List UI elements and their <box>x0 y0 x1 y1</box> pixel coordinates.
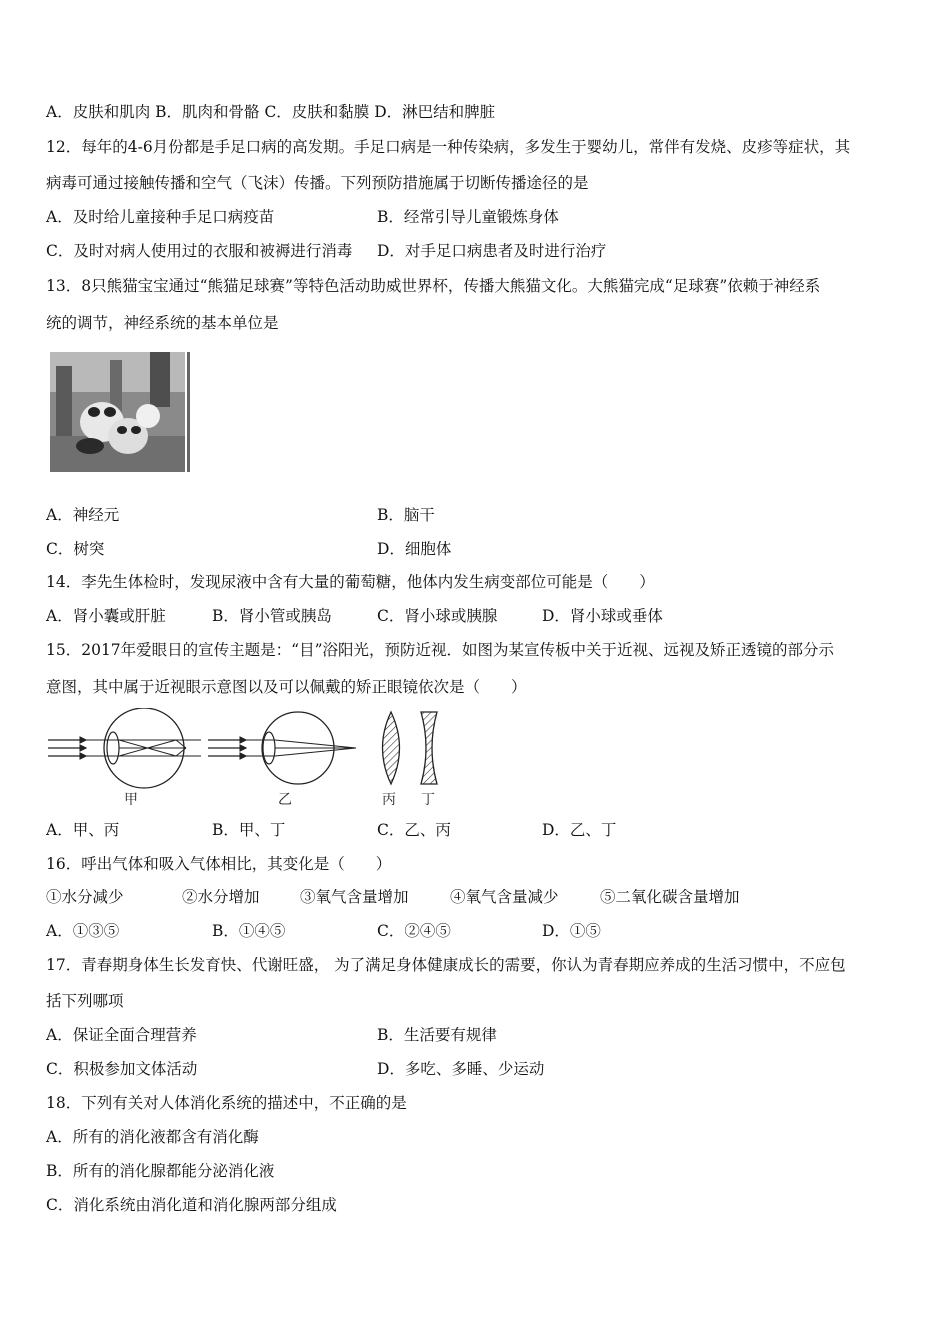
label-bing: 丙 <box>382 792 396 808</box>
q17-option-c: C．积极参加文体活动 <box>46 1060 198 1078</box>
q16-option-d: D．①⑤ <box>542 922 601 940</box>
q12-option-b: B．经常引导儿童锻炼身体 <box>377 208 559 226</box>
q12-stem-line2: 病毒可通过接触传播和空气（飞沫）传播。下列预防措施属于切断传播途径的是 <box>46 174 589 192</box>
label-yi: 乙 <box>278 792 292 808</box>
q13-stem-line2: 统的调节，神经系统的基本单位是 <box>46 314 279 332</box>
q16-item-3: ③氧气含量增加 <box>300 888 409 906</box>
q14-option-b: B．肾小管或胰岛 <box>212 607 332 625</box>
q15-option-d: D．乙、丁 <box>542 821 617 839</box>
q18-option-b: B．所有的消化腺都能分泌消化液 <box>46 1162 275 1180</box>
q17-stem-line2: 括下列哪项 <box>46 992 124 1010</box>
q15-stem-line1: 15．2017年爱眼日的宣传主题是：“目”浴阳光，预防近视．如图为某宣传板中关于近视、远视及矫正透镜的部分示 <box>46 641 835 659</box>
q13-option-a: A．神经元 <box>46 506 120 524</box>
q16-option-c: C．②④⑤ <box>377 922 451 940</box>
q18-option-c: C．消化系统由消化道和消化腺两部分组成 <box>46 1196 337 1214</box>
q15-option-b: B．甲、丁 <box>212 821 286 839</box>
q18-stem: 18．下列有关对人体消化系统的描述中，不正确的是 <box>46 1094 407 1112</box>
q16-item-4: ④氧气含量减少 <box>450 888 559 906</box>
convex-lens-bing <box>383 712 400 784</box>
q13-option-d: D．细胞体 <box>377 540 452 558</box>
q16-stem: 16．呼出气体和吸入气体相比，其变化是（ ） <box>46 855 392 873</box>
q14-option-c: C．肾小球或胰腺 <box>377 607 498 625</box>
q15-option-c: C．乙、丙 <box>377 821 451 839</box>
q15-stem-line2: 意图，其中属于近视眼示意图以及可以佩戴的矫正眼镜依次是（ ） <box>46 678 527 696</box>
eye-jia <box>48 708 201 788</box>
q11-options: A．皮肤和肌肉 B．肌肉和骨骼 C．皮肤和黏膜 D．淋巴结和脾脏 <box>46 103 496 121</box>
q13-option-c: C．树突 <box>46 540 105 558</box>
q16-item-1: ①水分减少 <box>46 888 124 906</box>
q18-option-a: A．所有的消化液都含有消化酶 <box>46 1128 259 1146</box>
q14-option-d: D．肾小球或垂体 <box>542 607 663 625</box>
q17-option-d: D．多吃、多睡、少运动 <box>377 1060 545 1078</box>
eye-yi <box>208 712 356 784</box>
q17-stem-line1: 17．青春期身体生长发育快、代谢旺盛， 为了满足身体健康成长的需要，你认为青春期应养成的生活习惯中，不应包 <box>46 956 846 974</box>
q17-option-a: A．保证全面合理营养 <box>46 1026 197 1044</box>
q13-stem-line1: 13．8只熊猫宝宝通过“熊猫足球赛”等特色活动助威世界杯，传播大熊猫文化。大熊猫完成“足球赛”依赖于神经系 <box>46 277 821 295</box>
q16-option-b: B．①④⑤ <box>212 922 286 940</box>
q12-option-c: C．及时对病人使用过的衣服和被褥进行消毒 <box>46 242 353 260</box>
label-jia: 甲 <box>124 792 138 808</box>
concave-lens-ding <box>421 712 437 784</box>
q12-stem-line1: 12．每年的4-6月份都是手足口病的高发期。手足口病是一种传染病，多发生于婴幼儿，常伴有发烧、皮疹等症状，其 <box>46 138 851 156</box>
q13-option-b: B．脑干 <box>377 506 435 524</box>
q12-option-d: D．对手足口病患者及时进行治疗 <box>377 242 607 260</box>
q12-option-a: A．及时给儿童接种手足口病疫苗 <box>46 208 275 226</box>
q17-option-b: B．生活要有规律 <box>377 1026 497 1044</box>
q16-item-2: ②水分增加 <box>182 888 260 906</box>
q15-option-a: A．甲、丙 <box>46 821 120 839</box>
panda-photo <box>50 352 195 474</box>
eye-lens-diagram <box>46 708 466 810</box>
q16-option-a: A．①③⑤ <box>46 922 120 940</box>
q16-item-5: ⑤二氧化碳含量增加 <box>600 888 740 906</box>
q14-stem: 14．李先生体检时，发现尿液中含有大量的葡萄糖，他体内发生病变部位可能是（ ） <box>46 573 655 591</box>
q14-option-a: A．肾小囊或肝脏 <box>46 607 166 625</box>
label-ding: 丁 <box>421 792 435 808</box>
